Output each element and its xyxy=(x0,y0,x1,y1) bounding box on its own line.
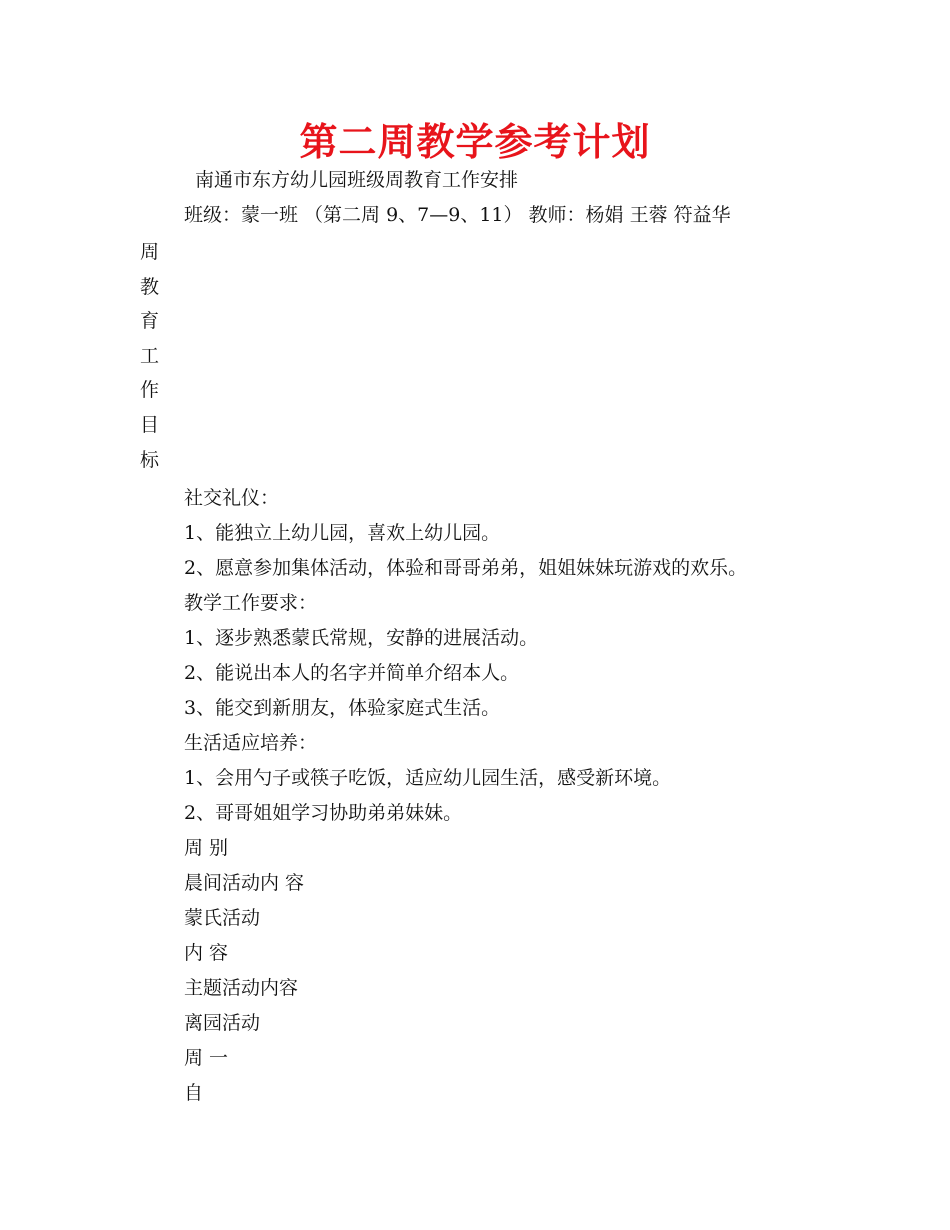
vertical-heading-weekly-goals xyxy=(140,235,164,477)
body-line: 自 xyxy=(184,1082,204,1104)
table-label-theme-activity: 主题活动内容 xyxy=(184,977,299,999)
section-heading-social-etiquette: 社交礼仪： xyxy=(184,487,280,509)
document-title: 第二周教学参考计划 xyxy=(299,120,651,164)
body-line: 2、愿意参加集体活动，体验和哥哥弟弟，姐姐妹妹玩游戏的欢乐。 xyxy=(184,557,748,579)
body-line: 1、会用勺子或筷子吃饭，适应幼儿园生活，感受新环境。 xyxy=(184,767,672,789)
body-line: 2、能说出本人的名字并简单介绍本人。 xyxy=(184,662,520,684)
vertical-char: 工 xyxy=(140,344,160,367)
body-line: 1、逐步熟悉蒙氏常规，安静的进展活动。 xyxy=(184,627,539,649)
table-label-departure-activity: 离园活动 xyxy=(184,1012,261,1034)
table-label-morning-activity: 晨间活动内 容 xyxy=(184,872,305,894)
table-label-week: 周 别 xyxy=(184,837,229,859)
document-subtitle: 南通市东方幼儿园班级周教育工作安排 xyxy=(195,169,519,191)
class-info-line: 班级：蒙一班 （第二周 9、7—9、11） 教师：杨娟 王蓉 符益华 xyxy=(184,204,731,226)
section-heading-life-adaptation: 生活适应培养： xyxy=(184,732,318,754)
body-line: 3、能交到新朋友，体验家庭式生活。 xyxy=(184,697,501,719)
vertical-char: 育 xyxy=(140,310,160,333)
body-line: 2、哥哥姐姐学习协助弟弟妹妹。 xyxy=(184,802,463,824)
table-label-montessori-activity: 蒙氏活动 xyxy=(184,907,261,929)
document-body xyxy=(184,481,747,1111)
table-label-content: 内 容 xyxy=(184,942,229,964)
table-label-monday: 周 一 xyxy=(184,1047,229,1069)
vertical-char: 作 xyxy=(140,379,160,402)
vertical-char: 标 xyxy=(140,448,160,471)
body-line: 1、能独立上幼儿园，喜欢上幼儿园。 xyxy=(184,522,501,544)
section-heading-teaching-requirements: 教学工作要求： xyxy=(184,592,318,614)
vertical-char: 目 xyxy=(140,413,160,436)
vertical-char: 教 xyxy=(140,275,160,298)
vertical-char: 周 xyxy=(140,241,160,263)
